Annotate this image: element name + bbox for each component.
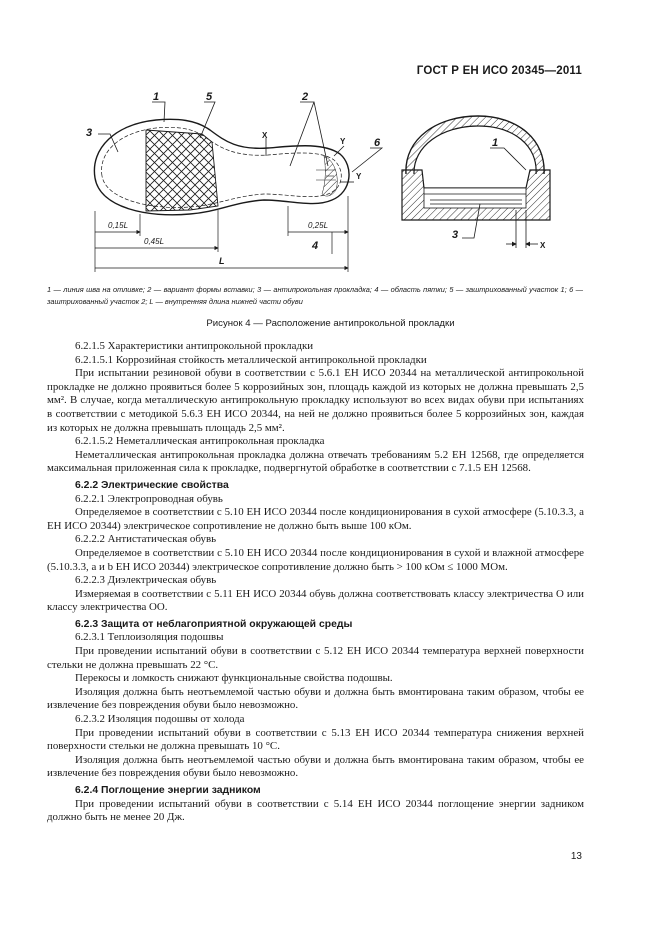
body-paragraph: При проведении испытаний обуви в соответствии с 5.14 ЕН ИСО 20344 поглощение энергии задником должно быть не менее 20 Дж. [47, 797, 584, 824]
section-heading: 6.2.4 Поглощение энергии задником [75, 785, 261, 796]
body-paragraph: При проведении испытаний обуви в соответствии с 5.13 ЕН ИСО 20344 температура снижения верхней поверхности стельки не должна превышать 10 °С. [47, 726, 584, 753]
insert-location-figure [78, 86, 584, 282]
label-6: 6 [374, 137, 381, 149]
cross-section [402, 116, 550, 220]
subsection-heading: 6.2.2.1 Электропроводная обувь [75, 492, 223, 505]
subsection-heading: 6.2.1.5.1 Коррозийная стойкость металлической антипрокольной прокладки [75, 353, 427, 366]
figure-drawing [78, 86, 584, 282]
label-3: 3 [86, 127, 93, 139]
sole-outline [94, 119, 349, 215]
figure-caption: Рисунок 4 — Расположение антипрокольной прокладки [206, 318, 455, 329]
body-paragraph: Изоляция должна быть неотъемлемой частью обуви и должна быть вмонтирована таким образом, чтобы ее извлечение без повреждения обуви было невозможно. [47, 753, 584, 780]
label-4: 4 [312, 240, 319, 252]
subsection-heading: 6.2.3.2 Изоляция подошвы от холода [75, 713, 245, 726]
label-y-bottom: Y [356, 172, 362, 181]
dim-015l: 0,15L [108, 221, 129, 230]
subsection-heading: 6.2.2.2 Антистатическая обувь [75, 533, 217, 546]
body-text [47, 340, 584, 825]
body-paragraph: Определяемое в соответствии с 5.10 ЕН ИСО 20344 после кондиционирования в сухой атмосфере (5.10.3.3, а ЕН ИСО 20344) электрическое сопротивление не должно быть выше 100 кОм. [47, 506, 584, 532]
body-paragraph: Измеряемая в соответствии с 5.11 ЕН ИСО 20344 обувь должна соответствовать классу электричества О или классу электричества ОО. [47, 587, 584, 614]
label-y-top: Y [340, 137, 346, 146]
body-paragraph: Изоляция должна быть неотъемлемой частью обуви и должна быть вмонтирована таким образом, чтобы ее извлечение без повреждения обуви было невозможно. [47, 685, 584, 712]
dim-045l: 0,45L [144, 237, 165, 246]
body-paragraph: Неметаллическая антипрокольная прокладка должна отвечать требованиям 5.2 ЕН 12568, где определяется максимальная приложенная сила к прокладке, подвергнутой обработке в соответствии с 7.1.5 ЕН 12568. [47, 448, 584, 475]
body-paragraph: Перекосы и ломкость снижают функциональные свойства подошвы. [75, 672, 393, 685]
section-heading: 6.2.2 Электрические свойства [75, 479, 229, 491]
section-heading: 6.2.3 Защита от неблагоприятной окружающей среды [75, 618, 353, 630]
subsection-heading: 6.2.2.3 Диэлектрическая обувь [75, 574, 217, 587]
label-x: X [262, 131, 268, 140]
page-header: ГОСТ Р ЕН ИСО 20345—2011 [416, 65, 582, 77]
dim-025l: 0,25L [308, 221, 329, 230]
label-5: 5 [206, 91, 213, 103]
body-paragraph: Определяемое в соответствии с 5.10 ЕН ИСО 20344 после кондиционирования в сухой и влажной атмосфере (5.10.3.3, a и b ЕН ИСО 20344) электрическое сопротивление должно быть > 100 кОм ≤ 1000 МОм. [47, 546, 584, 573]
figure-legend: 1 — линия шва на отливке; 2 — вариант формы вставки; 3 — антипрокольная прокладка; 4 — область пятки; 5 — заштрихованный участок 1; 6 — заштрихованный участок 2; L — внутренняя длина нижней части обуви [47, 285, 583, 306]
subsection-heading: 6.2.1.5.2 Неметаллическая антипрокольная прокладка [75, 435, 325, 448]
body-paragraph: При испытании резиновой обуви в соответствии с 5.6.1 ЕН ИСО 20344 на металлической антипрокольной прокладке не должно проявиться более 5 коррозийных зон, площадь каждой из которых не должна превышать 2,5 мм². В случае, когда металлическую антипрокольную прокладку используют во всех видах обуви при испытаниях в соответствии с методикой 5.6.3 ЕН ИСО 20344, на ней не должно проявиться более 5 коррозийных зон, каждая из которых не должна превышать площадь 2,5 мм². [47, 367, 584, 434]
section-label-3: 3 [452, 229, 459, 241]
subsection-heading: 6.2.3.1 Теплоизоляция подошвы [75, 631, 224, 644]
dim-l: L [219, 256, 225, 266]
page-number: 13 [570, 851, 582, 862]
body-paragraph: При проведении испытаний обуви в соответствии с 5.12 ЕН ИСО 20344 температура верхней поверхности стельки не должна превышать 22 °С. [47, 645, 584, 671]
section-label-x: X [540, 241, 546, 250]
section-label-1: 1 [492, 137, 499, 149]
subsection-heading: 6.2.1.5 Характеристики антипрокольной прокладки [75, 340, 314, 352]
label-1: 1 [153, 91, 160, 103]
label-2: 2 [302, 91, 309, 103]
